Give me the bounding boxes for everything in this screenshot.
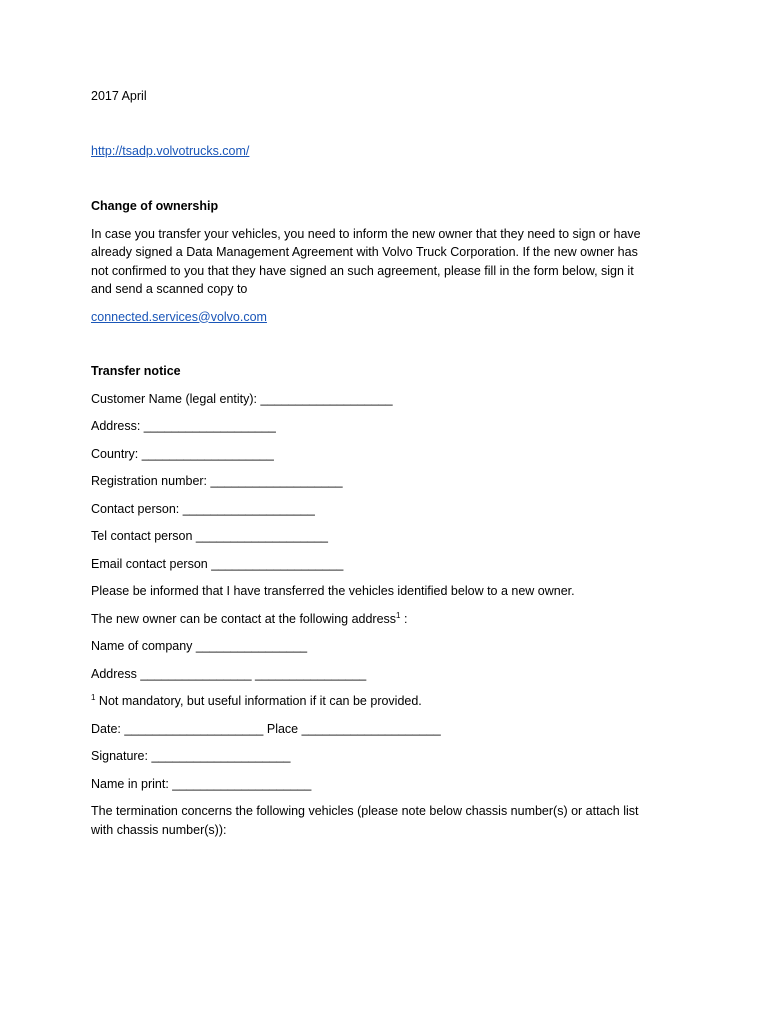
- field-registration-number[interactable]: Registration number: ___________________: [91, 474, 343, 488]
- field-signature[interactable]: Signature: ____________________: [91, 749, 291, 763]
- field-address[interactable]: Address: ___________________: [91, 419, 276, 433]
- field-new-owner-address[interactable]: Address ________________ ________________: [91, 666, 367, 681]
- field-date-place[interactable]: Date: ____________________ Place ____________________: [91, 721, 441, 736]
- new-owner-colon: :: [400, 611, 408, 626]
- intro-line: and send a scanned copy to: [91, 282, 248, 296]
- portal-url: [91, 142, 691, 161]
- contact-email: [91, 308, 691, 327]
- footnote-text: Not mandatory, but useful information if it can be provided.: [95, 694, 422, 708]
- footnote-number: 1: [91, 692, 96, 702]
- termination-paragraph: [91, 802, 691, 839]
- document-date: 2017 April: [91, 89, 147, 103]
- document-page: [91, 87, 691, 848]
- field-email-contact-person[interactable]: Email contact person ___________________: [91, 556, 344, 571]
- termination-line: The termination concerns the following vehicles (please note below chassis number(s) or attach list: [91, 804, 639, 818]
- field-customer-name[interactable]: Customer Name (legal entity): ___________________: [91, 391, 393, 406]
- intro-line: already signed a Data Management Agreement with Volvo Truck Corporation. If the new owner has: [91, 245, 638, 259]
- section-title-transfer-notice: Transfer notice: [91, 364, 181, 378]
- intro-line: In case you transfer your vehicles, you need to inform the new owner that they need to sign or have: [91, 226, 641, 241]
- transfer-statement: Please be informed that I have transferred the vehicles identified below to a new owner.: [91, 584, 575, 598]
- field-contact-person[interactable]: Contact person: ___________________: [91, 501, 315, 516]
- field-country[interactable]: Country: ___________________: [91, 446, 274, 461]
- footnote: [91, 692, 691, 711]
- field-name-of-company[interactable]: Name of company ________________: [91, 639, 308, 653]
- intro-line: not confirmed to you that they have signed an such agreement, please fill in the form below, sign it: [91, 263, 634, 278]
- termination-line: with chassis number(s)):: [91, 822, 227, 837]
- intro-paragraph: [91, 225, 691, 299]
- contact-email-link[interactable]: connected.services@volvo.com: [91, 309, 267, 324]
- portal-link[interactable]: http://tsadp.volvotrucks.com/: [91, 143, 250, 158]
- new-owner-text: [91, 610, 691, 629]
- field-name-in-print[interactable]: Name in print: ____________________: [91, 776, 312, 791]
- footnote-marker: 1: [396, 610, 401, 620]
- section-title-change-of-ownership: Change of ownership: [91, 199, 219, 213]
- field-tel-contact-person[interactable]: Tel contact person ___________________: [91, 529, 329, 543]
- new-owner-label: The new owner can be contact at the following address: [91, 611, 397, 626]
